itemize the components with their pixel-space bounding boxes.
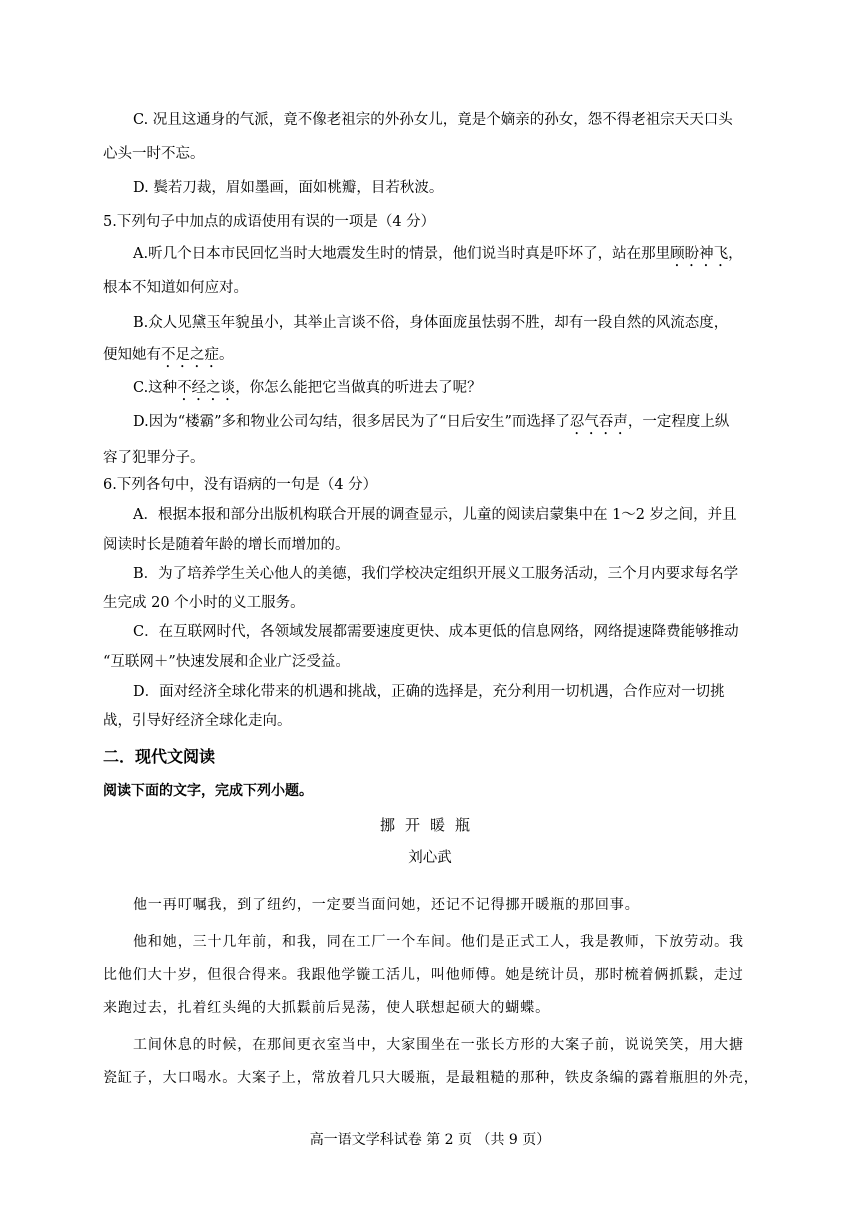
- article-author: 刘心武: [408, 850, 452, 866]
- section-heading: 二．现代文阅读: [103, 747, 216, 766]
- q6-option-b-line2: 生完成 20 个小时的义工服务。: [103, 595, 305, 611]
- q5-option-c: [133, 378, 482, 404]
- q5-d-text: D.因为“楼霸”多和物业公司勾结，很多居民为了“日后安生”而选择了: [133, 414, 570, 430]
- page-footer: 高一语文学科试卷 第 2 页 （共 9 页）: [309, 1132, 551, 1148]
- q6-stem: 6.下列各句中，没有语病的一句是（4 分）: [103, 477, 378, 493]
- q5-d-post: ，一定程度上纵: [627, 414, 730, 430]
- paragraph-2-line3: 来跑过去，扎着红头绳的大抓鬏前后晃荡，使人联想起硕大的蝴蝶。: [103, 1000, 550, 1016]
- q6-option-c-line2: “互联网＋”快速发展和企业广泛受益。: [103, 654, 350, 670]
- paragraph-2-line2: 比他们大十岁，但很合得来。我跟他学镟工活儿，叫他师傅。她是统计员，那时梳着俩抓鬏，走过: [103, 967, 744, 983]
- q6-option-c-line1: C．在互联网时代，各领域发展都需要速度更快、成本更低的信息网络，网络提速降费能够推动: [133, 624, 739, 640]
- q5-option-d-line2: 容了犯罪分子。: [103, 450, 205, 466]
- q4-option-c-line2: 心头一时不忘。: [103, 146, 205, 162]
- reading-instruction: 阅读下面的文字，完成下列小题。: [103, 783, 313, 799]
- q5-option-b-line2: [103, 345, 234, 371]
- q5-option-d-line1: [133, 412, 729, 438]
- q5-c-idiom: 不经之谈: [177, 380, 236, 396]
- q4-option-d: D. 鬓若刀裁，眉如墨画，面如桃瓣，目若秋波。: [133, 180, 444, 196]
- q6-option-a-line1: A．根据本报和部分出版机构联合开展的调查显示，儿童的阅读启蒙集中在 1～2 岁之间，并且: [133, 507, 737, 523]
- q5-c-text: C.这种: [133, 380, 178, 396]
- article-title: 挪开暖瓶: [379, 816, 480, 834]
- q5-b-text: 便知她有: [103, 347, 161, 363]
- q5-stem: 5.下列句子中加点的成语使用有误的一项是（4 分）: [103, 214, 436, 230]
- q5-a-idiom: 顾盼神飞: [670, 246, 729, 262]
- q5-option-b-line1: B.众人见黛玉年貌虽小，其举止言谈不俗，身体面庞虽怯弱不胜，却有一段自然的风流态度，: [133, 315, 729, 331]
- q4-option-c-line1: C. 况且这通身的气派，竟不像老祖宗的外孙女儿，竟是个嫡亲的孙女，怨不得老祖宗天天口头: [133, 112, 733, 128]
- paragraph-3-line2: 瓷缸子，大口喝水。大案子上，常放着几只大暖瓶，是最粗糙的那种，铁皮条编的露着瓶胆的外壳，: [103, 1070, 759, 1086]
- q5-d-idiom: 忍气吞声: [569, 414, 628, 430]
- q5-option-a-line1: [133, 244, 743, 270]
- q6-option-d-line1: D．面对经济全球化带来的机遇和挑战，正确的选择是，充分利用一切机遇，合作应对一切挑: [133, 684, 725, 700]
- paragraph-2-line1: 他和她，三十几年前，和我，同在工厂一个车间。他们是正式工人，我是教师，下放劳动。我: [133, 934, 744, 950]
- q5-a-text: A.听几个日本市民回忆当时大地震发生时的情景，他们说当时真是吓坏了，站在那里: [133, 246, 671, 262]
- q5-a-post: ，: [728, 246, 743, 262]
- paragraph-3-line1: 工间休息的时候，在那间更衣室当中，大家围坐在一张长方形的大案子前，说说笑笑，用大搪: [133, 1037, 744, 1053]
- q6-option-d-line2: 战，引导好经济全球化走向。: [103, 713, 292, 729]
- q6-option-b-line1: B．为了培养学生关心他人的美德，我们学校决定组织开展义工服务活动，三个月内要求每名学: [133, 566, 739, 582]
- q5-b-post: 。: [219, 347, 234, 363]
- q5-c-post: ，你怎么能把它当做真的听进去了呢？: [235, 380, 482, 396]
- q5-b-idiom: 不足之症: [161, 347, 219, 363]
- paragraph-1: 他一再叮嘱我，到了纽约，一定要当面问她，还记不记得挪开暖瓶的那回事。: [133, 897, 640, 913]
- q6-option-a-line2: 阅读时长是随着年龄的增长而增加的。: [103, 537, 350, 553]
- q5-option-a-line2: 根本不知道如何应对。: [103, 280, 248, 296]
